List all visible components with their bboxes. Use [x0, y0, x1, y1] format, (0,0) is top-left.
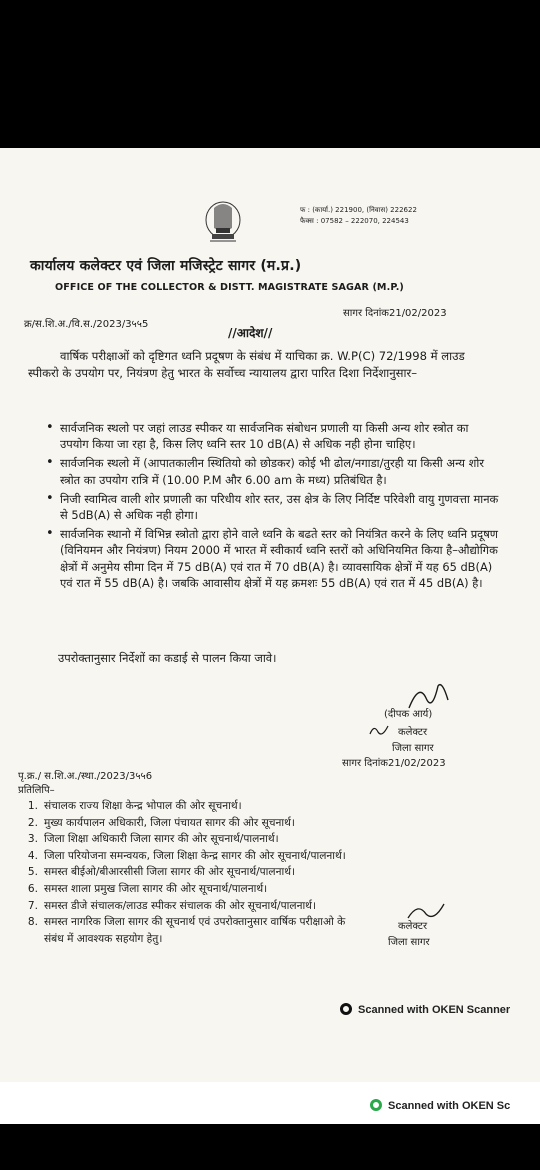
order-reference-number: क्र/स.शि.अ./वि.स./2023/3५५5: [24, 319, 149, 330]
scanner-footer-watermark: [370, 1099, 510, 1112]
list-item: 4. जिला परियोजना समन्वयक, जिला शिक्षा केन्द्र सागर की ओर सूचनार्थ/पालनार्थ।: [27, 849, 346, 862]
signatory-district: जिला सागर: [392, 743, 434, 754]
bullet-item: • निजी स्वामित्व वाली शोर प्रणाली का परिधीय शोर स्तर, उस क्षेत्र के लिए निर्दिष्ट परिवेशी वायु गुणवत्ता मानक से 5dB(A) से अधिक नही होगा।: [30, 491, 500, 523]
order-bullet-list: [30, 420, 500, 594]
scanner-watermark: [340, 1003, 510, 1016]
list-item: 5. समस्त बीईओ/बीआरसीसी जिला सागर की ओर सूचनार्थ/पालनार्थ।: [27, 866, 296, 879]
copy-signatory-title: कलेक्टर: [398, 921, 428, 932]
order-date: सागर दिनांक21/02/2023: [343, 308, 447, 319]
fax-line: फैक्स : 07582 – 222070, 224543: [300, 217, 409, 225]
phone-line: फ : (कार्या.) 221900, (निवास) 222622: [300, 206, 417, 214]
copy-date: सागर दिनांक21/02/2023: [342, 758, 446, 769]
list-item: 8. समस्त नागरिक जिला सागर की सूचनार्थ एवं उपरोक्तानुसार वार्षिक परीक्षाओ के: [27, 916, 346, 929]
recipient-text: संबंध में आवश्यक सहयोग हेतु।: [44, 932, 163, 945]
signatory-title: कलेक्टर: [398, 727, 428, 738]
list-item: 2. मुख्य कार्यपालन अधिकारी, जिला पंचायत सागर की ओर सूचनार्थ।: [27, 816, 295, 829]
scanner-footer-text: Scanned with OKEN Sc: [388, 1100, 511, 1112]
order-intro-paragraph: वार्षिक परीक्षाओं को दृष्टिगत ध्वनि प्रदूषण के संबंध में याचिका क्र. W.P(C) 72/1998 में लाउड स्पीकरो के उपयोग पर, नियंत्रण हेतु भारत के सर्वोच्च न्यायालय द्वारा पारित दिशा निर्देशानुसार–: [28, 349, 465, 380]
recipient-text: जिला परियोजना समन्वयक, जिला शिक्षा केन्द्र सागर की ओर सूचनार्थ/पालनार्थ।: [44, 849, 346, 862]
state-emblem-icon: [202, 198, 244, 246]
recipient-text: संचालक राज्य शिक्षा केन्द्र भोपाल की ओर सूचनार्थ।: [44, 800, 242, 812]
recipient-text: समस्त डीजे संचालक/लाउड स्पीकर संचालक की ओर सूचनार्थ/पालनार्थ।: [44, 899, 316, 912]
copy-heading: प्रतिलिपि–: [18, 785, 55, 796]
bullet-item: • सार्वजनिक स्थानो में विभिन्न स्त्रोतो द्वारा होने वाले ध्वनि के बढते स्तर को नियंत्रित करने के लिए ध्वनि प्रदूषण (विनियमन और नियंत्रण) नियम 2000 में भारत में स्वीकार्य ध्वनि स्तरों को अधिनियमित किया है–औद्योगिक क्षेत्रों में अनुमेय सीमा दिन में 75 dB(A) एवं रात में 70 dB(A) है। व्यावसायिक क्षेत्रों में यह 65 dB(A) एवं रात में 55 dB(A) है। जबकि आवासीय क्षेत्रों में यह क्रमशः 55 dB(A) एवं रात में 45 dB(A) है।: [30, 526, 500, 591]
recipient-text: जिला शिक्षा अधिकारी जिला सागर की ओर सूचनार्थ/पालनार्थ।: [44, 833, 279, 846]
order-closing-line: उपरोक्तानुसार निर्देशों का कडाई से पालन किया जावे।: [58, 651, 277, 665]
document-page: [0, 148, 540, 1082]
office-title-english: OFFICE OF THE COLLECTOR & DISTT. MAGISTRATE SAGAR (M.P.): [55, 282, 404, 293]
initials-mark-icon: [368, 722, 392, 738]
copy-signatory-district: जिला सागर: [388, 937, 430, 948]
top-dark-area: [0, 0, 540, 148]
office-title-hindi: कार्यालय कलेक्टर एवं जिला मजिस्ट्रेट सागर (म.प्र.): [30, 258, 302, 274]
bullet-item: • सार्वजनिक स्थलो पर जहां लाउड स्पीकर या सार्वजनिक संबोधन प्रणाली या किसी अन्य शोर स्त्रोत का उपयोग किया जा रहा है, किस लिए ध्वनि स्तर 10 dB(A) से अधिक नही होना चाहिए।: [30, 420, 500, 452]
copy-recipient-list: [20, 798, 520, 947]
list-item: 6. समस्त शाला प्रमुख जिला सागर की ओर सूचनार्थ/पालनार्थ।: [27, 882, 268, 895]
copy-reference-number: पृ.क्र./ स.शि.अ./स्था./2023/3५५6: [18, 771, 153, 782]
signatory-name: (दीपक आर्य): [384, 709, 433, 720]
recipient-text: समस्त नागरिक जिला सागर की सूचनार्थ एवं उपरोक्तानुसार वार्षिक परीक्षाओ के: [44, 916, 346, 929]
list-item: 7. समस्त डीजे संचालक/लाउड स्पीकर संचालक की ओर सूचनार्थ/पालनार्थ।: [27, 899, 316, 912]
order-title: //आदेश//: [228, 326, 273, 340]
recipient-text: समस्त शाला प्रमुख जिला सागर की ओर सूचनार्थ/पालनार्थ।: [44, 882, 268, 895]
list-item: 3. जिला शिक्षा अधिकारी जिला सागर की ओर सूचनार्थ/पालनार्थ।: [27, 833, 279, 846]
scanner-watermark-text: Scanned with OKEN Scanner: [358, 1004, 511, 1016]
bullet-item: • सार्वजनिक स्थलो में (आपातकालीन स्थितियो को छोडकर) कोई भी ढोल/नगाडा/तुरही या किसी अन्य शोर स्त्रोत का उपयोग रात्रि में (10.00 P.M और 6.00 am के मध्य) प्रतिबंधित है।: [30, 455, 500, 487]
list-item-continuation: [20, 931, 520, 948]
phone-fax-block: [300, 205, 417, 227]
recipient-text: समस्त बीईओ/बीआरसीसी जिला सागर की ओर सूचनार्थ/पालनार्थ।: [44, 866, 296, 879]
recipient-text: मुख्य कार्यपालन अधिकारी, जिला पंचायत सागर की ओर सूचनार्थ।: [44, 816, 295, 829]
list-item: 1. संचालक राज्य शिक्षा केन्द्र भोपाल की ओर सूचनार्थ।: [27, 800, 242, 812]
scanner-logo-icon: [340, 1003, 352, 1015]
scanner-logo-icon: [370, 1099, 382, 1111]
